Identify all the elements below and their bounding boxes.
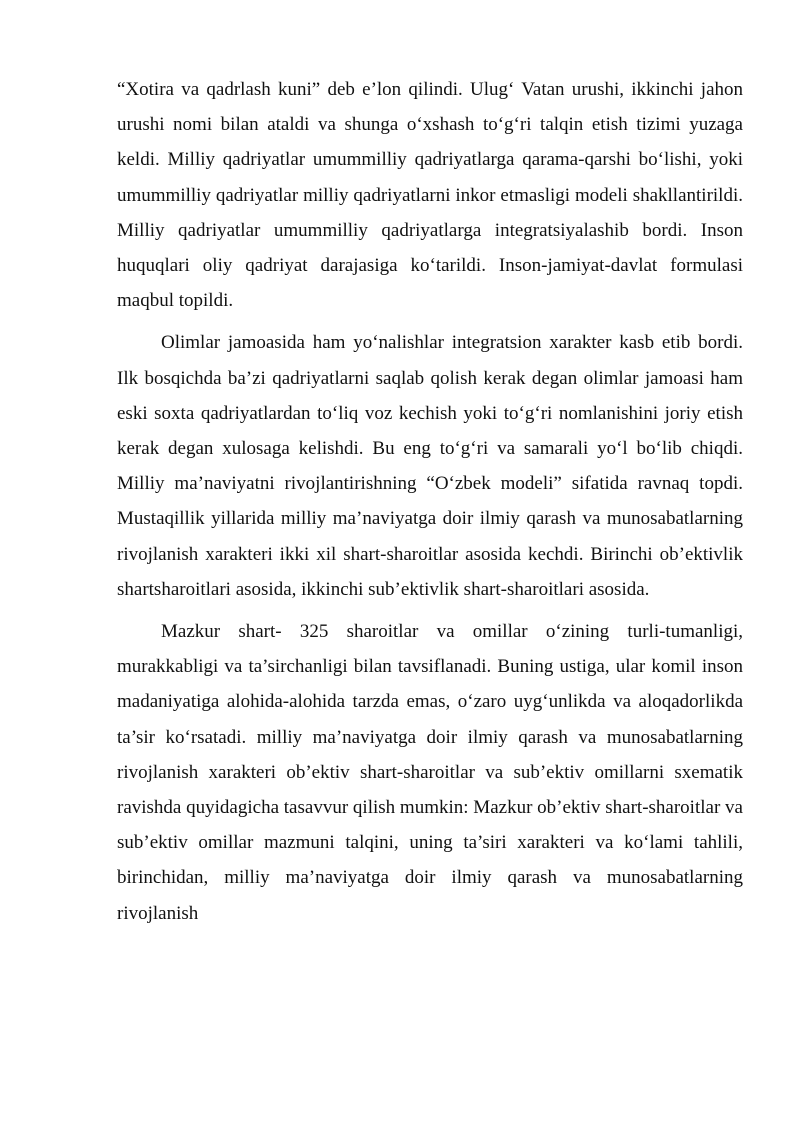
paragraph-3: Mazkur shart- 325 sharoitlar va omillar o‘zining turli-tumanligi, murakkabligi va ta’sirchanligi bilan tavsiflanadi. Buning ustiga, ular komil inson madaniyatiga alohida-alohida tarzda emas, o‘zaro uyg‘unlikda va aloqadorlikda ta’sir ko‘rsatadi. milliy ma’naviyatga doir ilmiy qarash va munosabatlarning rivojlanish xarakteri ob’ektiv shart-sharoitlar va sub’ektiv omillarni sxematik ravishda quyidagicha tasavvur qilish mumkin: Mazkur ob’ektiv shart-sharoitlar va sub’ektiv omillar mazmuni talqini, uning ta’siri xarakteri va ko‘lami tahlili, birinchidan, milliy ma’naviyatga doir ilmiy qarash va munosabatlarning rivojlanish	[117, 621, 743, 924]
document-body	[117, 72, 743, 931]
paragraph-1: “Xotira va qadrlash kuni” deb e’lon qilindi. Ulug‘ Vatan urushi, ikkinchi jahon urushi nomi bilan ataldi va shunga o‘xshash to‘g‘ri talqin etish tizimi yuzaga keldi. Milliy qadriyatlar umummilliy qadriyatlarga qarama-qarshi bo‘lishi, yoki umummilliy qadriyatlar milliy qadriyatlarni inkor etmasligi modeli shakllantirildi. Milliy qadriyatlar umummilliy qadriyatlarga integratsiyalashib bordi. Inson huquqlari oliy qadriyat darajasiga ko‘tarildi. Inson-jamiyat-davlat formulasi maqbul topildi.	[117, 79, 743, 312]
paragraph-2: Olimlar jamoasida ham yo‘nalishlar integratsion xarakter kasb etib bordi. Ilk bosqichda ba’zi qadriyatlarni saqlab qolish kerak degan olimlar jamoasi ham eski soxta qadriyatlardan to‘liq voz kechish yoki to‘g‘ri nomlanishini joriy etish kerak degan xulosaga kelishdi. Bu eng to‘g‘ri va samarali yo‘l bo‘lib chiqdi. Milliy ma’naviyatni rivojlantirishning “O‘zbek modeli” sifatida ravnaq topdi. Mustaqillik yillarida milliy ma’naviyatga doir ilmiy qarash va munosabatlarning rivojlanish xarakteri ikki xil shart-sharoitlar asosida kechdi. Birinchi ob’ektivlik shartsharoitlari asosida, ikkinchi sub’ektivlik shart-sharoitlari asosida.	[117, 332, 743, 600]
